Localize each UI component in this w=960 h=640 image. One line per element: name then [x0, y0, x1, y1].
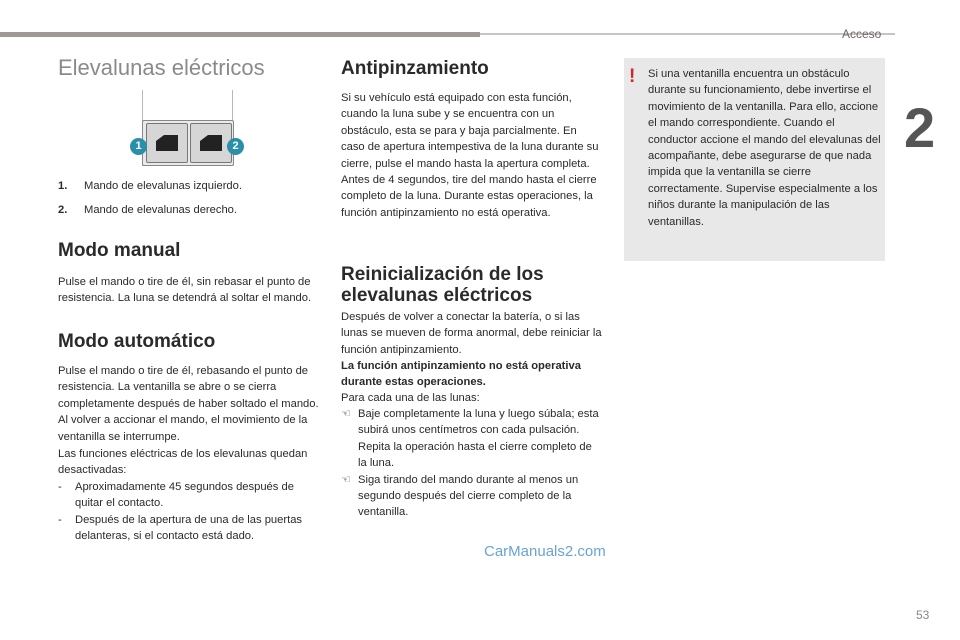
section-label: Acceso: [842, 27, 882, 41]
list-item: ☜ Baje completamente la luna y luego súbala; esta subirá unos centímetros con cada pulsación. Repita la operación hasta el cierre completo de la luna.: [341, 408, 599, 470]
right-window-switch: [190, 123, 232, 163]
warning-text: Si una ventanilla encuentra un obstáculo durante su funcionamiento, debe invertirse el movimiento de la ventanilla. Para ello, accione el mando correspondiente. Cuando el conductor accione el mando del elevalunas del acompañante, debe asegurarse de que nada impida que la ventanilla se cierre correctamente. Supervise especialmente a los niños durante la manipulación de las ventanillas.: [648, 68, 881, 228]
legend-item: 1. Mando de elevalunas izquierdo.: [58, 180, 242, 192]
watermark: CarManuals2.com: [484, 543, 606, 560]
header-rule-thin: [480, 33, 895, 35]
warning-icon: !: [629, 66, 636, 87]
page-title: Elevalunas eléctricos: [58, 55, 265, 80]
reset-warning-bold: La función antipinzamiento no está operativa durante estas operaciones.: [341, 360, 581, 389]
legend-item: 2. Mando de elevalunas derecho.: [58, 204, 238, 216]
antipinch-heading: Antipinzamiento: [341, 58, 489, 79]
reset-lead: Para cada una de las lunas:: [341, 392, 480, 404]
antipinch-text: Si su vehículo está equipado con esta función, cuando la luna sube y se encuentra con un obstáculo, esta se para y baja parcialmente. En caso de apertura intempestiva de la luna durante su cierre, pulse el mando hasta la apertura completa. Antes de 4 segundos, tire del mando hasta el cierre completo de la luna. Durante estas operaciones, la función antipinzamiento no está operativa.: [341, 92, 599, 219]
reset-text: Después de volver a conectar la batería, o si las lunas se mueven de forma anormal, debe reiniciar la función antipinzamiento.: [341, 311, 602, 356]
chapter-number: 2: [904, 96, 936, 159]
arrow-bullet-icon: ☜: [341, 473, 352, 486]
header-rule: [0, 32, 480, 37]
window-icon: [154, 133, 180, 153]
manual-mode-heading: Modo manual: [58, 240, 181, 261]
list-item: ☜ Siga tirando del mando durante al menos un segundo después del cierre completo de la ventanilla.: [341, 473, 579, 519]
automatic-mode-note: Las funciones eléctricas de los elevalunas quedan desactivadas:: [58, 448, 308, 477]
page-number: 53: [916, 608, 930, 622]
list-item: - Aproximadamente 45 segundos después de quitar el contacto.: [58, 481, 294, 510]
manual-mode-text: Pulse el mando o tire de él, sin rebasar el punto de resistencia. La luna se detendrá al soltar el mando.: [58, 276, 312, 305]
reset-steps: [341, 406, 603, 521]
window-icon: [198, 133, 224, 153]
reset-heading: Reinicialización de los elevalunas eléctricos: [341, 264, 544, 306]
automatic-mode-text: Pulse el mando o tire de él, rebasando el punto de resistencia. La ventanilla se abre o se cierra completamente después de haber soltado el mando. Al volver a accionar el mando, el movimiento de la ventanilla se interrumpe.: [58, 365, 319, 443]
arrow-bullet-icon: ☜: [341, 408, 352, 420]
callout-badge-1: 1: [130, 138, 147, 155]
window-switch-illustration: [128, 90, 246, 176]
automatic-mode-heading: Modo automático: [58, 331, 216, 352]
left-window-switch: [146, 123, 188, 163]
callout-badge-2: 2: [227, 138, 244, 155]
list-item: - Después de la apertura de una de las puertas delanteras, si el contacto está dado.: [58, 513, 303, 543]
deactivation-list: [58, 479, 322, 545]
